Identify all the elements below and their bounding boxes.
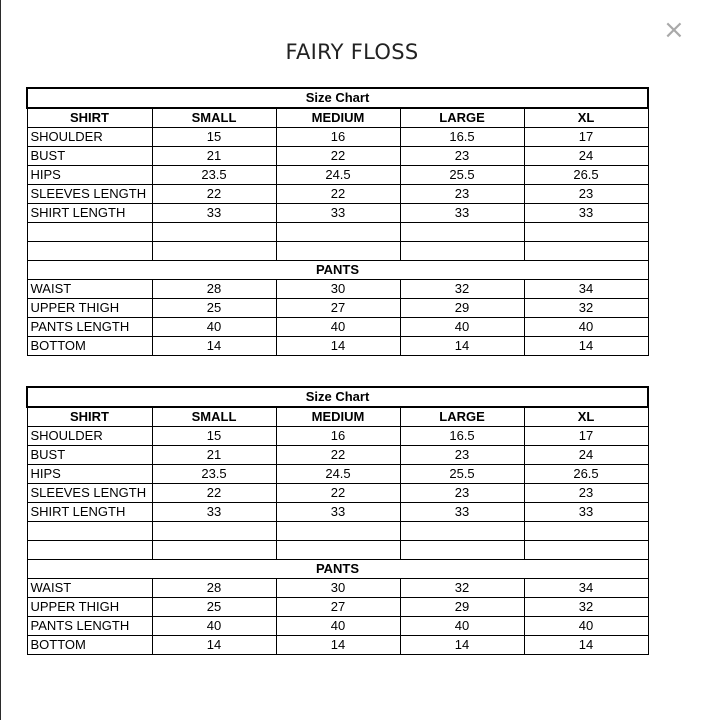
size-value: 23.5 — [152, 465, 276, 484]
size-value: 14 — [276, 337, 400, 356]
table-row — [27, 579, 648, 598]
size-value: 21 — [152, 147, 276, 166]
size-value: 14 — [152, 636, 276, 655]
size-value: 22 — [276, 185, 400, 204]
table-row — [27, 503, 648, 522]
empty-cell — [400, 541, 524, 560]
size-value: 23 — [524, 185, 648, 204]
size-value: 34 — [524, 280, 648, 299]
measurement-label: HIPS — [27, 465, 152, 484]
size-value: 33 — [276, 503, 400, 522]
size-value: 16.5 — [400, 427, 524, 446]
measurement-label: WAIST — [27, 579, 152, 598]
empty-row — [27, 541, 648, 560]
table-row — [27, 598, 648, 617]
size-value: 33 — [400, 503, 524, 522]
empty-cell — [276, 223, 400, 242]
size-value: 14 — [400, 636, 524, 655]
table-row — [27, 484, 648, 503]
size-value: 25.5 — [400, 166, 524, 185]
size-value: 34 — [524, 579, 648, 598]
table-row — [27, 128, 648, 147]
measurement-label: SLEEVES LENGTH — [27, 185, 152, 204]
column-header-row — [27, 407, 648, 427]
table-row — [27, 446, 648, 465]
size-value: 23 — [400, 147, 524, 166]
size-value: 16.5 — [400, 128, 524, 147]
size-value: 14 — [524, 636, 648, 655]
size-value: 14 — [152, 337, 276, 356]
pants-section-label: PANTS — [27, 560, 648, 579]
empty-row — [27, 522, 648, 541]
size-value: 33 — [524, 503, 648, 522]
size-value: 40 — [400, 617, 524, 636]
size-value: 22 — [276, 484, 400, 503]
size-value: 40 — [276, 318, 400, 337]
size-value: 15 — [152, 128, 276, 147]
size-value: 29 — [400, 299, 524, 318]
column-header: MEDIUM — [276, 108, 400, 128]
size-value: 25 — [152, 598, 276, 617]
measurement-label: BUST — [27, 446, 152, 465]
empty-cell — [400, 223, 524, 242]
size-value: 27 — [276, 299, 400, 318]
empty-cell — [400, 242, 524, 261]
measurement-label: SHOULDER — [27, 427, 152, 446]
size-value: 33 — [524, 204, 648, 223]
size-value: 23 — [400, 185, 524, 204]
measurement-label: BOTTOM — [27, 337, 152, 356]
measurement-label: PANTS LENGTH — [27, 617, 152, 636]
size-value: 22 — [276, 446, 400, 465]
size-value: 25 — [152, 299, 276, 318]
size-value: 28 — [152, 579, 276, 598]
close-icon[interactable]: × — [663, 15, 685, 45]
size-value: 15 — [152, 427, 276, 446]
empty-cell — [276, 522, 400, 541]
empty-cell — [276, 242, 400, 261]
column-header: XL — [524, 108, 648, 128]
empty-cell — [524, 223, 648, 242]
pants-section-row — [27, 560, 648, 579]
size-value: 17 — [524, 427, 648, 446]
table-row — [27, 636, 648, 655]
size-value: 14 — [276, 636, 400, 655]
column-header: MEDIUM — [276, 407, 400, 427]
measurement-label: BOTTOM — [27, 636, 152, 655]
column-header: XL — [524, 407, 648, 427]
measurement-label: HIPS — [27, 166, 152, 185]
pants-section-label: PANTS — [27, 261, 648, 280]
size-value: 22 — [152, 484, 276, 503]
measurement-label: BUST — [27, 147, 152, 166]
page-title: FAIRY FLOSS — [285, 40, 419, 64]
size-value: 23 — [524, 484, 648, 503]
size-value: 32 — [524, 598, 648, 617]
measurement-label: WAIST — [27, 280, 152, 299]
size-value: 14 — [524, 337, 648, 356]
measurement-label: UPPER THIGH — [27, 598, 152, 617]
empty-cell — [152, 223, 276, 242]
empty-cell — [27, 541, 152, 560]
empty-cell — [400, 522, 524, 541]
size-value: 40 — [400, 318, 524, 337]
column-header: SHIRT — [27, 407, 152, 427]
empty-cell — [27, 223, 152, 242]
column-header: LARGE — [400, 108, 524, 128]
size-value: 33 — [400, 204, 524, 223]
size-value: 32 — [400, 280, 524, 299]
size-chart-table-1 — [26, 87, 649, 356]
measurement-label: SLEEVES LENGTH — [27, 484, 152, 503]
table-row — [27, 617, 648, 636]
table-row — [27, 337, 648, 356]
empty-cell — [524, 541, 648, 560]
size-value: 22 — [276, 147, 400, 166]
measurement-label: SHIRT LENGTH — [27, 204, 152, 223]
table-row — [27, 166, 648, 185]
size-value: 33 — [152, 204, 276, 223]
size-value: 14 — [400, 337, 524, 356]
column-header-row — [27, 108, 648, 128]
empty-cell — [152, 541, 276, 560]
size-value: 24.5 — [276, 166, 400, 185]
size-value: 40 — [152, 318, 276, 337]
empty-cell — [524, 522, 648, 541]
measurement-label: SHOULDER — [27, 128, 152, 147]
size-value: 32 — [524, 299, 648, 318]
column-header: SMALL — [152, 108, 276, 128]
size-value: 40 — [524, 617, 648, 636]
empty-cell — [524, 242, 648, 261]
measurement-label: PANTS LENGTH — [27, 318, 152, 337]
size-chart-banner: Size Chart — [27, 88, 648, 108]
size-value: 16 — [276, 128, 400, 147]
size-value: 28 — [152, 280, 276, 299]
size-value: 17 — [524, 128, 648, 147]
size-value: 25.5 — [400, 465, 524, 484]
table-row — [27, 318, 648, 337]
pants-section-row — [27, 261, 648, 280]
size-value: 24 — [524, 147, 648, 166]
empty-cell — [27, 522, 152, 541]
table-row — [27, 185, 648, 204]
size-value: 33 — [152, 503, 276, 522]
size-value: 30 — [276, 579, 400, 598]
size-value: 40 — [524, 318, 648, 337]
size-value: 23.5 — [152, 166, 276, 185]
size-value: 22 — [152, 185, 276, 204]
size-value: 23 — [400, 484, 524, 503]
table-row — [27, 427, 648, 446]
size-value: 23 — [400, 446, 524, 465]
column-header: SHIRT — [27, 108, 152, 128]
empty-row — [27, 242, 648, 261]
empty-row — [27, 223, 648, 242]
column-header: LARGE — [400, 407, 524, 427]
size-value: 40 — [276, 617, 400, 636]
size-value: 21 — [152, 446, 276, 465]
table-row — [27, 465, 648, 484]
empty-cell — [27, 242, 152, 261]
size-value: 40 — [152, 617, 276, 636]
size-value: 30 — [276, 280, 400, 299]
size-value: 27 — [276, 598, 400, 617]
size-chart-banner-row — [27, 387, 648, 407]
column-header: SMALL — [152, 407, 276, 427]
size-value: 26.5 — [524, 465, 648, 484]
table-row — [27, 204, 648, 223]
size-value: 24.5 — [276, 465, 400, 484]
empty-cell — [276, 541, 400, 560]
size-chart-banner: Size Chart — [27, 387, 648, 407]
empty-cell — [152, 242, 276, 261]
size-value: 16 — [276, 427, 400, 446]
size-chart-table-2 — [26, 386, 649, 655]
size-value: 26.5 — [524, 166, 648, 185]
measurement-label: SHIRT LENGTH — [27, 503, 152, 522]
table-row — [27, 299, 648, 318]
measurement-label: UPPER THIGH — [27, 299, 152, 318]
empty-cell — [152, 522, 276, 541]
size-chart-modal — [1, 0, 703, 720]
table-row — [27, 147, 648, 166]
size-value: 24 — [524, 446, 648, 465]
size-value: 32 — [400, 579, 524, 598]
table-row — [27, 280, 648, 299]
size-value: 29 — [400, 598, 524, 617]
size-value: 33 — [276, 204, 400, 223]
size-chart-banner-row — [27, 88, 648, 108]
